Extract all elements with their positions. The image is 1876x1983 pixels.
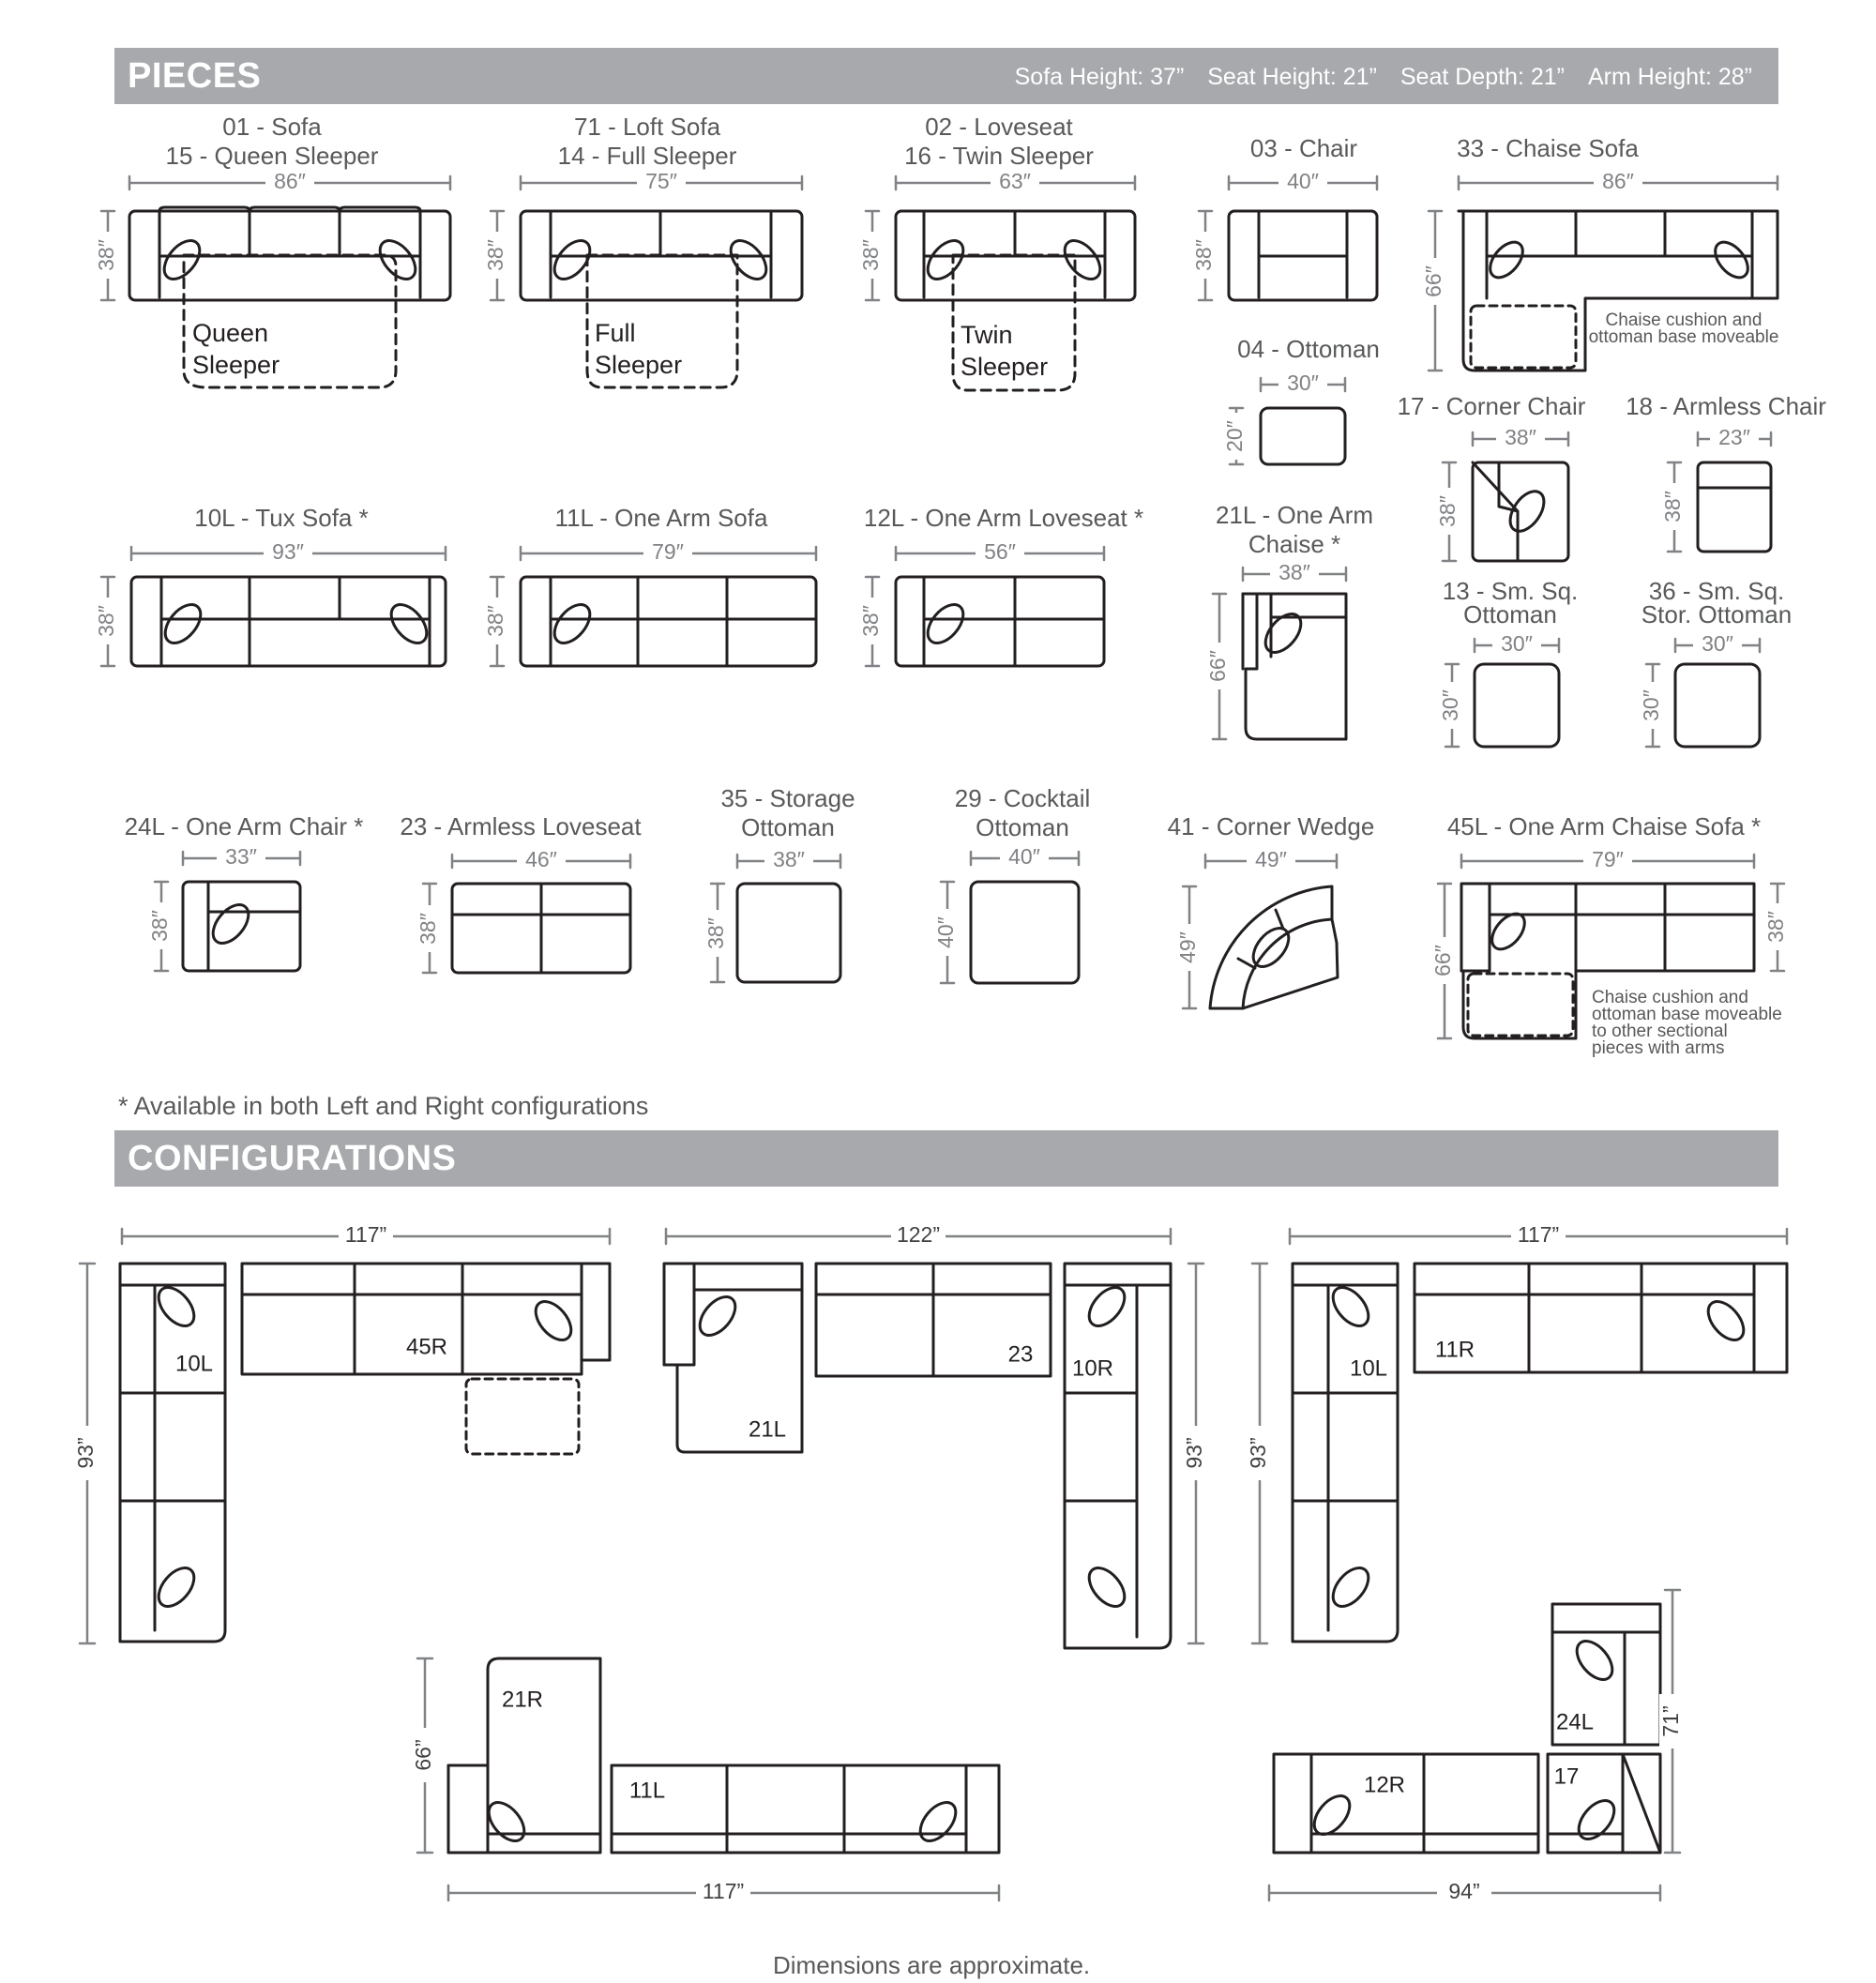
piece-title-line: Ottoman <box>976 813 1069 841</box>
seat-depth-spec: Seat Depth: 21” <box>1399 64 1565 90</box>
one-arm-loveseat-12L-drawing <box>896 577 1104 666</box>
pieces-title: PIECES <box>128 56 262 96</box>
config-piece-label: 10R <box>1071 1355 1114 1382</box>
dimension-label: 38″ <box>1435 495 1460 527</box>
config-dimension-label: 93” <box>1182 1437 1207 1469</box>
availability-note: * Available in both Left and Right configurations <box>118 1092 649 1120</box>
piece-title-line: 33 - Chaise Sofa <box>1457 134 1639 162</box>
dimension-label: 40″ <box>1008 844 1040 870</box>
ottoman-13-drawing <box>1475 664 1559 747</box>
sleeper-line: Sleeper <box>192 351 280 379</box>
dimension-label: 38″ <box>1278 560 1310 585</box>
one-arm-chaise-45L-drawing <box>1461 884 1754 1038</box>
piece-title-line: Ottoman <box>741 813 835 841</box>
dimension-label: 66″ <box>1205 650 1231 682</box>
config-piece-label: 21L <box>748 1416 787 1443</box>
config-2-drawing <box>664 1264 1171 1648</box>
dimension-label: 38″ <box>858 605 884 637</box>
dimension-label: 40″ <box>1287 169 1319 194</box>
config-piece-label: 24L <box>1555 1709 1595 1735</box>
config-piece-label: 17 <box>1553 1764 1580 1790</box>
dimension-label: 38″ <box>94 605 119 637</box>
dimension-label: 30″ <box>1438 689 1463 721</box>
sleeper-line: Sleeper <box>595 351 683 379</box>
dimension-label: 30″ <box>1501 631 1533 657</box>
dimension-label: 46″ <box>525 847 557 872</box>
piece-title-line: 01 - Sofa <box>222 113 322 141</box>
configuration-labels <box>73 1222 1686 1906</box>
piece-title-line: 24L - One Arm Chair * <box>124 812 364 840</box>
armless-loveseat-23-drawing <box>452 884 630 973</box>
dimension-label: 38″ <box>1763 911 1789 943</box>
note-line: to other sectional <box>1592 1022 1728 1041</box>
dimension-label: 56″ <box>984 539 1016 565</box>
piece-title-line: 16 - Twin Sleeper <box>904 142 1094 170</box>
dimension-label: 79″ <box>652 539 684 565</box>
dimension-label: 49″ <box>1255 847 1287 872</box>
dimension-label: 38″ <box>858 239 884 271</box>
config-piece-label: 11R <box>1434 1337 1475 1363</box>
dimension-label: 23″ <box>1718 425 1750 450</box>
piece-title-line: 10L - Tux Sofa * <box>194 504 369 532</box>
dimension-label: 20″ <box>1222 420 1248 452</box>
piece-title-line: 02 - Loveseat <box>925 113 1073 141</box>
config-1-drawing <box>120 1264 610 1642</box>
dimension-label: 40″ <box>933 916 959 948</box>
dimension-label: 66″ <box>1430 945 1456 976</box>
piece-title-line: 14 - Full Sleeper <box>557 142 737 170</box>
dimension-label: 75″ <box>645 169 677 194</box>
dimension-label: 66″ <box>1421 265 1446 297</box>
piece-title-line: Ottoman <box>1463 600 1557 628</box>
piece-title-line: 12L - One Arm Loveseat * <box>863 504 1144 532</box>
piece-title-line: Stor. Ottoman <box>1641 600 1793 628</box>
tux-sofa-10L-drawing <box>131 577 446 666</box>
chair-03-drawing <box>1229 211 1377 300</box>
config-piece-label: 45R <box>405 1334 448 1360</box>
dimension-label: 38″ <box>416 913 441 945</box>
piece-title-line: 36 - Sm. Sq. <box>1648 577 1785 605</box>
sleeper-label-queen <box>192 317 280 381</box>
piece-title-line: 03 - Chair <box>1249 134 1358 162</box>
dimension-label: 38″ <box>483 605 508 637</box>
piece-title-line: 45L - One Arm Chaise Sofa * <box>1446 812 1762 840</box>
piece-title-line: 21L - One Arm <box>1215 501 1374 529</box>
piece-title-line: 41 - Corner Wedge <box>1167 812 1375 840</box>
dimension-label: 38″ <box>773 847 805 872</box>
dimension-label: 63″ <box>999 169 1031 194</box>
configurations-title: CONFIGURATIONS <box>128 1139 457 1178</box>
config-piece-label: 23 <box>1007 1341 1034 1368</box>
piece-title-line: 35 - Storage <box>720 784 855 812</box>
dimension-label: 38″ <box>1505 425 1536 450</box>
sofa-height-spec: Sofa Height: 37” <box>1014 64 1185 90</box>
sleeper-line: Twin <box>961 321 1013 349</box>
dimension-label: 30″ <box>1287 371 1319 396</box>
seat-height-spec: Seat Height: 21” <box>1207 64 1377 90</box>
piece-title-line: 15 - Queen Sleeper <box>165 142 379 170</box>
footer-note: Dimensions are approximate. <box>773 1951 1091 1979</box>
arm-height-spec: Arm Height: 28” <box>1587 64 1752 90</box>
sleeper-line: Full <box>595 319 636 347</box>
dimension-label: 30″ <box>1702 631 1733 657</box>
one-arm-sofa-11L-drawing <box>521 577 816 666</box>
config-piece-label: 10L <box>174 1351 214 1377</box>
dimension-label: 38″ <box>1660 491 1686 522</box>
config-piece-label: 11L <box>628 1778 666 1804</box>
dimension-label: 86″ <box>1602 169 1634 194</box>
dimension-label: 38″ <box>483 239 508 271</box>
dimension-label: 38″ <box>147 910 173 942</box>
config-dimension-label: 117” <box>1517 1222 1560 1248</box>
sleeper-label-twin <box>961 319 1048 383</box>
config-dimension-label: 117” <box>344 1222 387 1248</box>
dimension-label: 38″ <box>704 917 729 949</box>
piece-title-line: 17 - Corner Chair <box>1397 392 1586 420</box>
dimension-label: 30″ <box>1639 689 1664 721</box>
ottoman-36-drawing <box>1675 664 1760 747</box>
corner-wedge-41-drawing <box>1210 886 1338 1008</box>
ottoman-04-drawing <box>1261 408 1345 464</box>
piece-title-line: Chaise * <box>1248 530 1341 558</box>
dimension-label: 93″ <box>272 539 304 565</box>
chaise-sofa-33-drawing <box>1459 211 1778 371</box>
note-line: Chaise cushion and <box>1605 310 1763 330</box>
config-piece-label: 12R <box>1363 1772 1406 1798</box>
sofa-01-drawing <box>129 207 450 387</box>
dimension-label: 86″ <box>274 169 306 194</box>
config-dimension-label: 122” <box>896 1222 941 1248</box>
config-dimension-label: 66” <box>411 1739 436 1771</box>
armless-chair-18-drawing <box>1698 462 1771 552</box>
sleeper-line: Sleeper <box>961 353 1049 381</box>
sleeper-line: Queen <box>192 319 269 347</box>
config-3-drawing <box>1293 1264 1787 1642</box>
piece-title-line: 23 - Armless Loveseat <box>400 812 642 840</box>
dimension-label: 33″ <box>225 844 257 870</box>
one-arm-chaise-21L-drawing <box>1243 594 1346 739</box>
note-line: ottoman base moveable <box>1592 1005 1782 1024</box>
config-piece-label: 21R <box>501 1687 544 1713</box>
config-dimension-label: 93” <box>73 1437 98 1469</box>
note-line: pieces with arms <box>1592 1038 1725 1058</box>
config-piece-label: 10L <box>1349 1355 1388 1382</box>
cocktail-ottoman-29-drawing <box>971 882 1079 983</box>
dimension-label: 38″ <box>94 239 119 271</box>
dimension-label: 38″ <box>1191 239 1217 271</box>
dimension-label: 49″ <box>1175 931 1201 963</box>
dimension-label: 79″ <box>1592 847 1624 872</box>
note-line: ottoman base moveable <box>1588 327 1779 347</box>
sleeper-label-full <box>595 317 682 381</box>
config-dimension-label: 94” <box>1448 1879 1480 1904</box>
piece-title-line: 04 - Ottoman <box>1237 335 1380 363</box>
note-line: Chaise cushion and <box>1592 988 1748 1007</box>
piece-title-line: 13 - Sm. Sq. <box>1442 577 1579 605</box>
piece-title-line: 11L - One Arm Sofa <box>554 504 768 532</box>
storage-ottoman-35-drawing <box>737 884 840 982</box>
config-dimension-label: 117” <box>702 1879 745 1904</box>
config-dimension-label: 71” <box>1658 1705 1684 1737</box>
piece-title-line: 71 - Loft Sofa <box>573 113 721 141</box>
piece-title-line: 18 - Armless Chair <box>1626 392 1826 420</box>
piece-title-line: 29 - Cocktail <box>954 784 1091 812</box>
one-arm-chair-24L-drawing <box>183 882 300 971</box>
corner-chair-17-drawing <box>1473 462 1568 561</box>
config-dimension-label: 93” <box>1246 1437 1271 1469</box>
